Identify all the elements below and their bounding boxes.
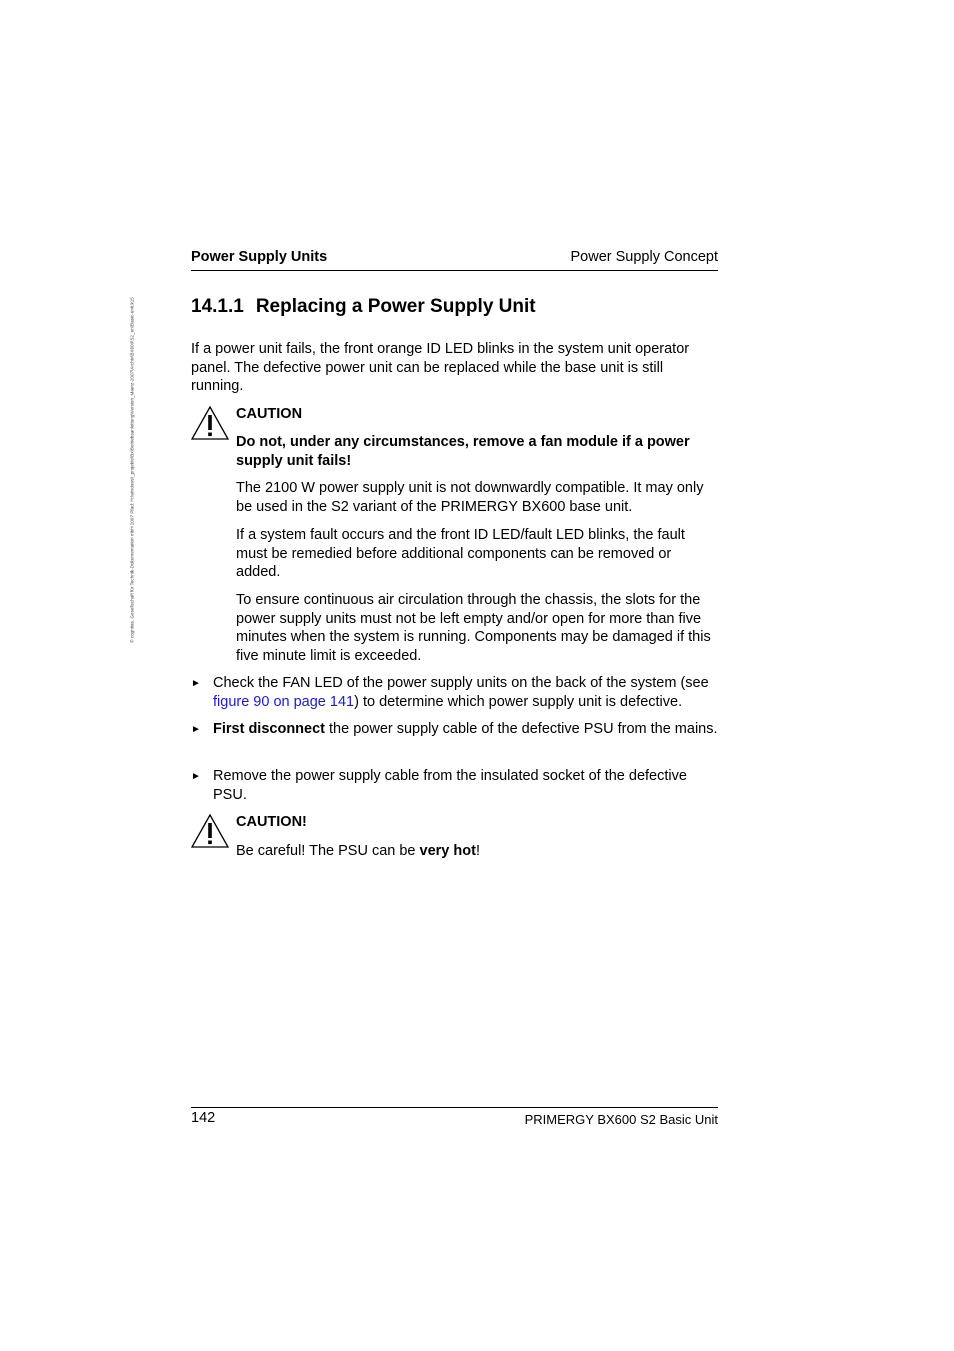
figure-link[interactable]: figure 90 on page 141 — [213, 693, 355, 710]
caution-paragraph-2: If a system fault occurs and the front ID LED/fault LED blinks, the fault must be remedied before additional components can be removed or added. — [236, 527, 685, 580]
step-arrow-icon: ► — [191, 678, 201, 689]
footer-rule — [191, 1107, 718, 1108]
step-2-bold: First disconnect — [213, 721, 325, 737]
step-arrow-icon: ► — [191, 724, 201, 735]
header-section: Power Supply Concept — [570, 249, 718, 265]
caution-paragraph-1: The 2100 W power supply unit is not downwardly compatible. It may only be used in the S2 variant of the PRIMERGY BX600 base unit. — [236, 480, 704, 515]
caution-2-pre: Be careful! The PSU can be — [236, 843, 420, 859]
step-2-text: the power supply cable of the defective PSU from the mains. — [325, 721, 718, 737]
section-heading — [191, 296, 536, 318]
sidebar-text: © cognitas. Gesellschaft für Technik-Dokumentation mbH 2007 Pfad: H:\windows\_projekte\Bx\Betriebsanleitung\Version_Maerz-2007\Archiv\BX600\S2_en\Basic-unit.k15 — [129, 297, 135, 643]
caution-2-bold: very hot — [419, 843, 476, 859]
caution-2-label: CAUTION! — [236, 814, 307, 830]
header-rule — [191, 270, 718, 271]
header-chapter: Power Supply Units — [191, 249, 328, 265]
section-number: 14.1.1 — [191, 296, 244, 317]
warning-icon — [190, 813, 230, 849]
page-number: 142 — [191, 1110, 216, 1126]
warning-icon — [190, 405, 230, 441]
step-arrow-icon: ► — [191, 771, 201, 782]
step-1-text: Check the FAN LED of the power supply units on the back of the system (see — [213, 675, 709, 691]
step-1-text-end: ) to determine which power supply unit is defective. — [354, 693, 683, 710]
sidebar-path — [128, 240, 136, 700]
step-3: Remove the power supply cable from the insulated socket of the defective PSU. — [213, 768, 687, 803]
caution-bold-text: Do not, under any circumstances, remove a fan module if a power supply unit fails! — [236, 434, 690, 469]
caution-label: CAUTION — [236, 406, 303, 422]
step-2 — [213, 720, 718, 739]
caution-paragraph-3: To ensure continuous air circulation through the chassis, the slots for the power supply units must not be left empty and/or open for more than five minutes when the system is running. Components may be damaged if this five minute limit is exceeded. — [236, 592, 711, 664]
caution-2-post: ! — [475, 843, 480, 859]
caution-2-text — [236, 842, 718, 861]
step-1 — [213, 674, 718, 711]
footer-title: PRIMERGY BX600 S2 Basic Unit — [524, 1112, 718, 1127]
intro-paragraph: If a power unit fails, the front orange ID LED blinks in the system unit operator panel. The defective power unit can be replaced while the base unit is still running. — [191, 341, 690, 394]
section-title: Replacing a Power Supply Unit — [255, 296, 536, 317]
